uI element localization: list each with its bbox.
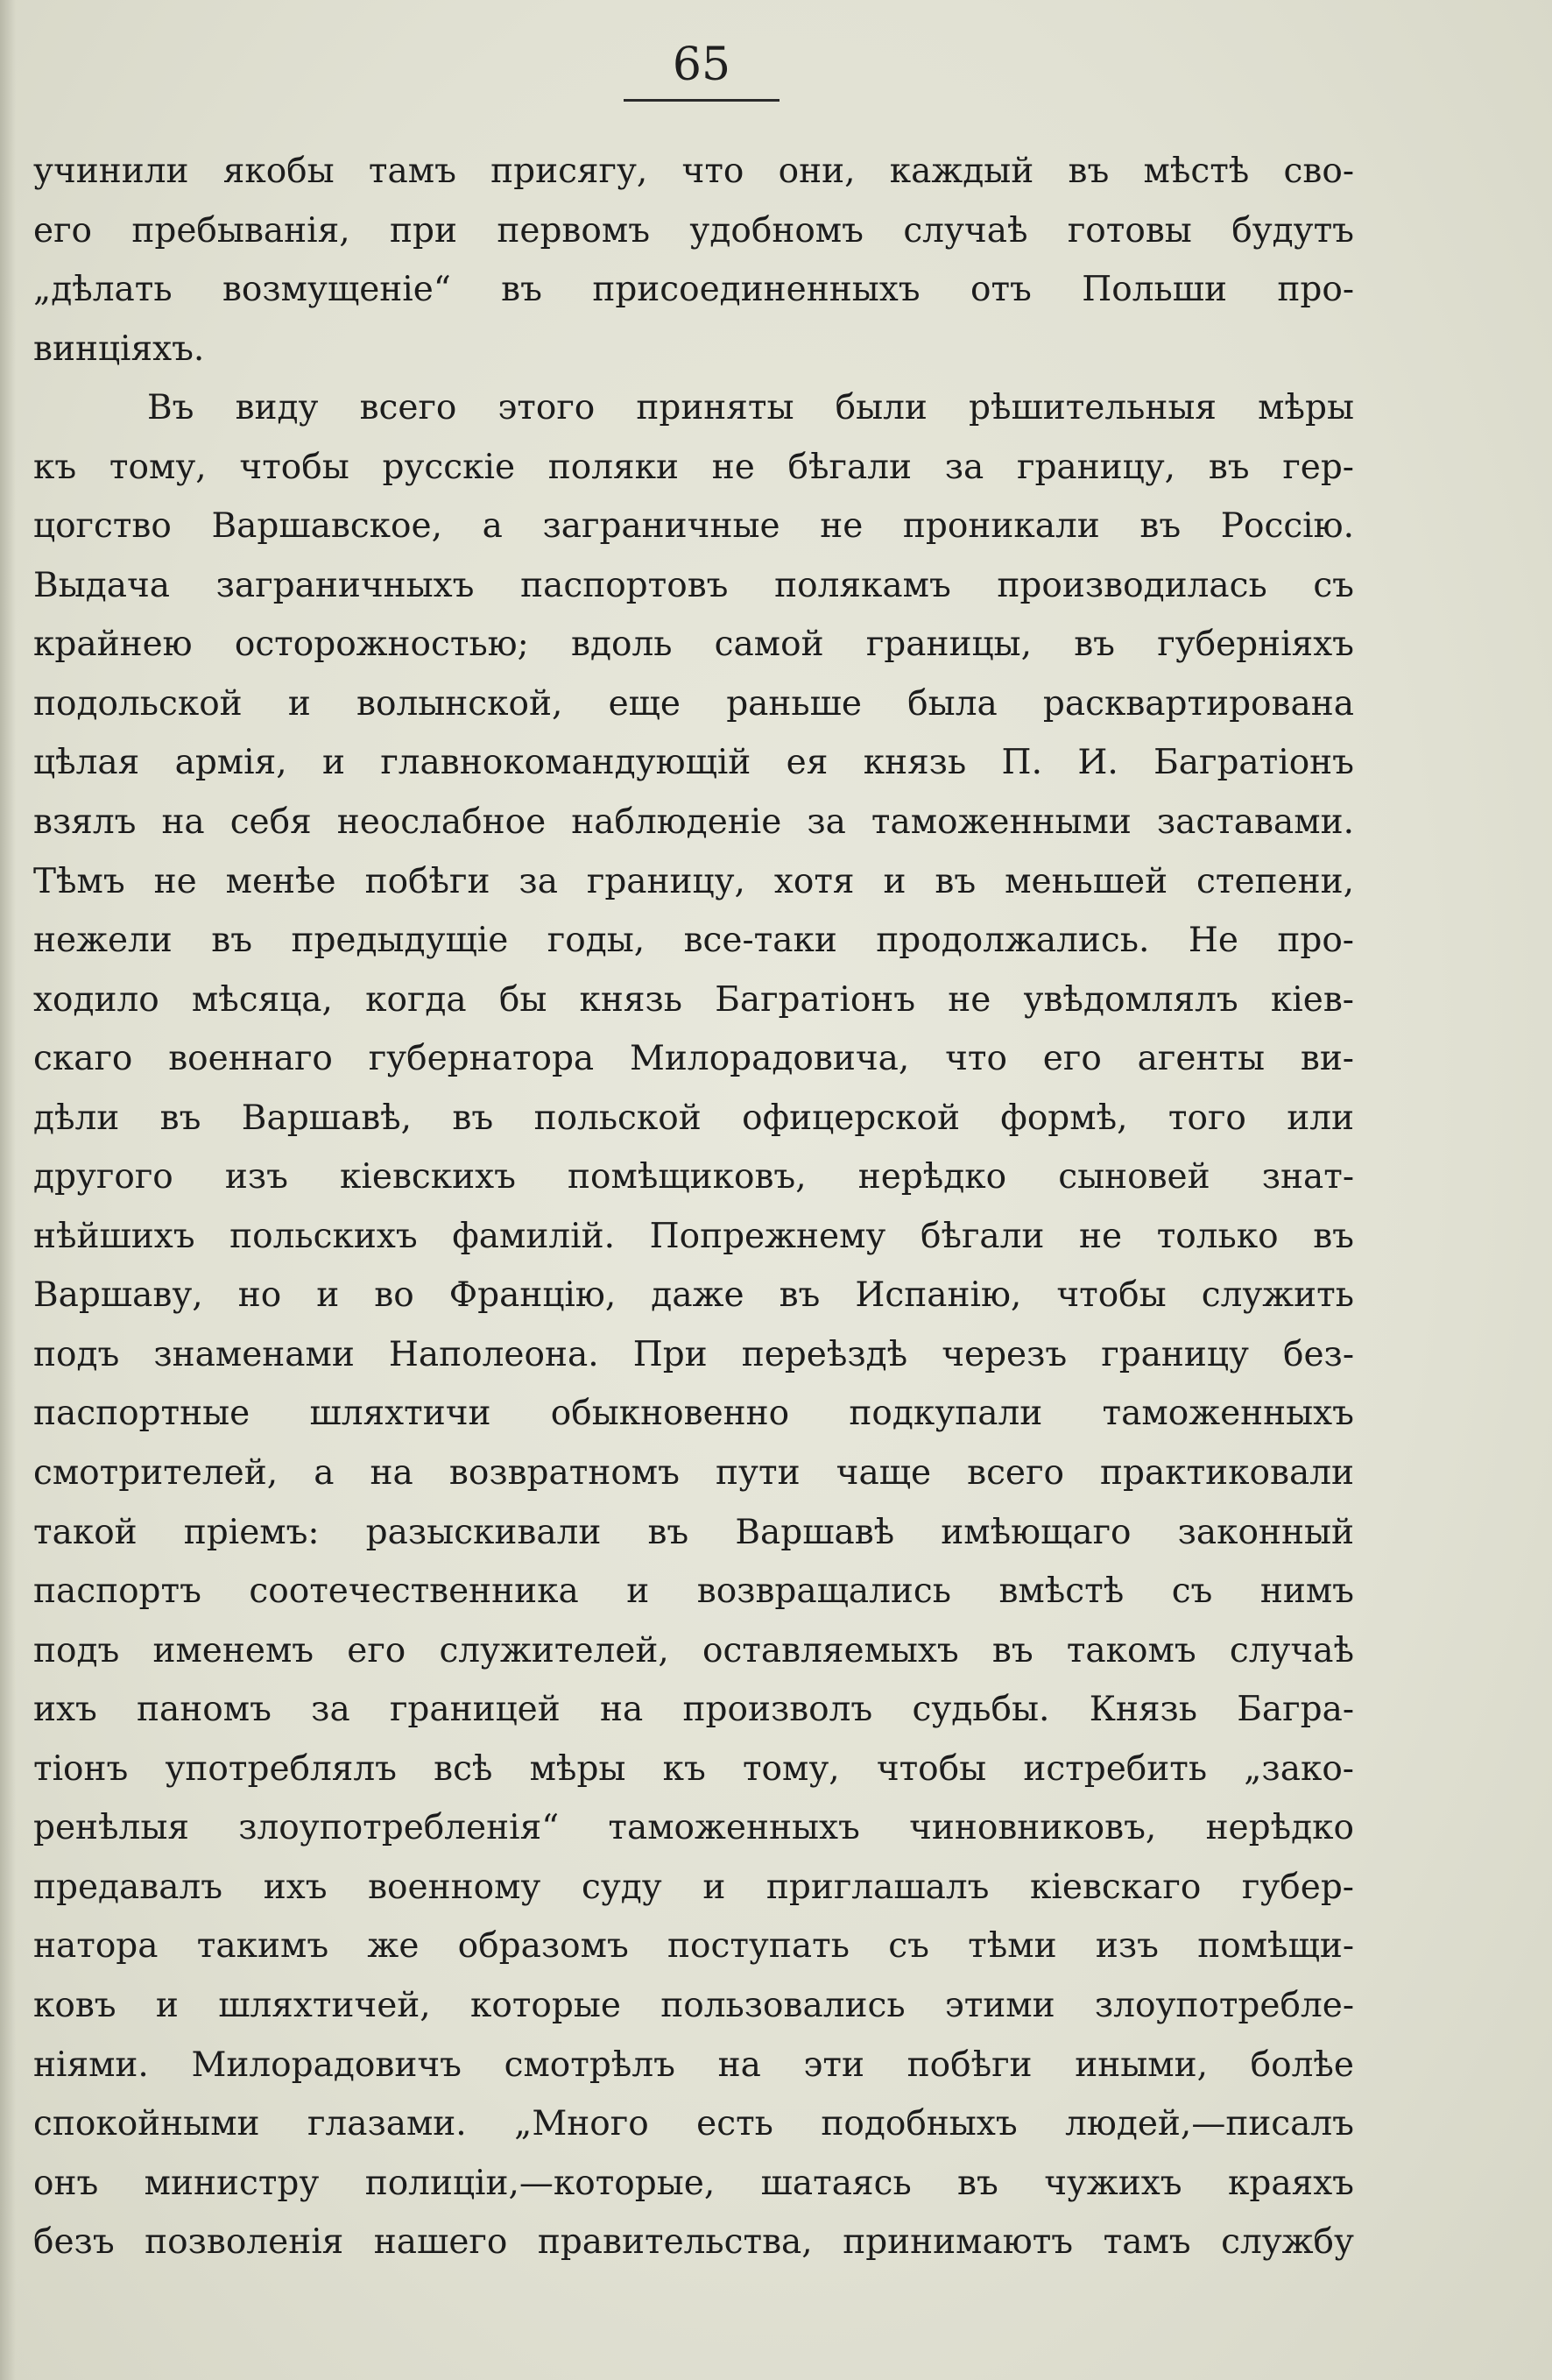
text-line: „дѣлать возмущеніе“ въ присоединенныхъ отъ Польши про-: [33, 270, 1354, 310]
text-line: взялъ на себя неослабное наблюденіе за таможенными заставами.: [33, 802, 1354, 843]
text-line: безъ позволенія нашего правительства, принимаютъ тамъ службу: [33, 2222, 1354, 2263]
text-line: нѣйшихъ польскихъ фамилій. Попрежнему бѣгали не только въ: [33, 1216, 1354, 1256]
text-line: тіонъ употреблялъ всѣ мѣры къ тому, чтобы истребить „зако-: [33, 1748, 1354, 1789]
text-line: другого изъ кіевскихъ помѣщиковъ, нерѣдко сыновей знат-: [33, 1157, 1354, 1197]
text-line: винціяхъ.: [33, 328, 205, 369]
paragraph-start-line: Въ виду всего этого приняты были рѣшительныя мѣры: [147, 388, 1354, 428]
text-line: къ тому, чтобы русскіе поляки не бѣгали за границу, въ гер-: [33, 447, 1354, 487]
text-line: ихъ паномъ за границей на произволъ судьбы. Князь Багра-: [33, 1690, 1354, 1730]
text-line: подъ именемъ его служителей, оставляемыхъ въ такомъ случаѣ: [33, 1630, 1354, 1670]
text-line: ренѣлыя злоупотребленія“ таможенныхъ чиновниковъ, нерѣдко: [33, 1808, 1354, 1848]
body-text: [33, 142, 1354, 2272]
text-line: Варшаву, но и во Францію, даже въ Испанію, чтобы служить: [33, 1275, 1354, 1316]
text-line: учинили якобы тамъ присягу, что они, каждый въ мѣстѣ сво-: [33, 152, 1354, 191]
text-line: онъ министру полиціи,—которые, шатаясь въ чужихъ краяхъ: [33, 2163, 1354, 2203]
text-line: паспортные шляхтичи обыкновенно подкупали таможенныхъ: [33, 1394, 1354, 1434]
text-line: цогство Варшавское, а заграничные не проникали въ Россію.: [33, 506, 1354, 547]
text-line: ходило мѣсяца, когда бы князь Багратіонъ не увѣдомлялъ кіев-: [33, 979, 1354, 1020]
text-line: подъ знаменами Наполеона. При переѣздѣ черезъ границу без-: [33, 1334, 1354, 1374]
text-line: смотрителей, а на возвратномъ пути чаще всего практиковали: [33, 1453, 1354, 1494]
text-line: паспортъ соотечественника и возвращались вмѣстѣ съ нимъ: [33, 1571, 1354, 1612]
text-line: дѣли въ Варшавѣ, въ польской офицерской формѣ, того или: [33, 1098, 1354, 1138]
text-line: его пребыванія, при первомъ удобномъ случаѣ готовы будутъ: [33, 210, 1354, 251]
text-line: предавалъ ихъ военному суду и приглашалъ кіевскаго губер-: [33, 1867, 1354, 1907]
header-rule: [624, 99, 780, 102]
page-number: 65: [672, 39, 731, 91]
text-line: Тѣмъ не менѣе побѣги за границу, хотя и въ меньшей степени,: [33, 861, 1354, 901]
text-line: подольской и волынской, еще раньше была расквартирована: [33, 683, 1354, 724]
text-line: натора такимъ же образомъ поступать съ тѣми изъ помѣщи-: [33, 1926, 1354, 1967]
text-line: ковъ и шляхтичей, которые пользовались этими злоупотребле-: [33, 1985, 1354, 2025]
text-line: спокойными глазами. „Много есть подобныхъ людей,—писалъ: [33, 2104, 1354, 2144]
page-edge-shadow: [0, 0, 16, 2380]
text-line: ніями. Милорадовичъ смотрѣлъ на эти побѣги иными, болѣе: [33, 2045, 1354, 2085]
text-line: скаго военнаго губернатора Милорадовича, что его агенты ви-: [33, 1039, 1354, 1079]
text-line: такой пріемъ: разыскивали въ Варшавѣ имѣющаго законный: [33, 1512, 1354, 1552]
text-line: нежели въ предыдущіе годы, все-таки продолжались. Не про-: [33, 921, 1354, 961]
text-line: крайнею осторожностью; вдоль самой границы, въ губерніяхъ: [33, 625, 1354, 665]
text-line: цѣлая армія, и главнокомандующій ея князь П. И. Багратіонъ: [33, 743, 1354, 783]
text-line: Выдача заграничныхъ паспортовъ полякамъ производилась съ: [33, 565, 1354, 605]
